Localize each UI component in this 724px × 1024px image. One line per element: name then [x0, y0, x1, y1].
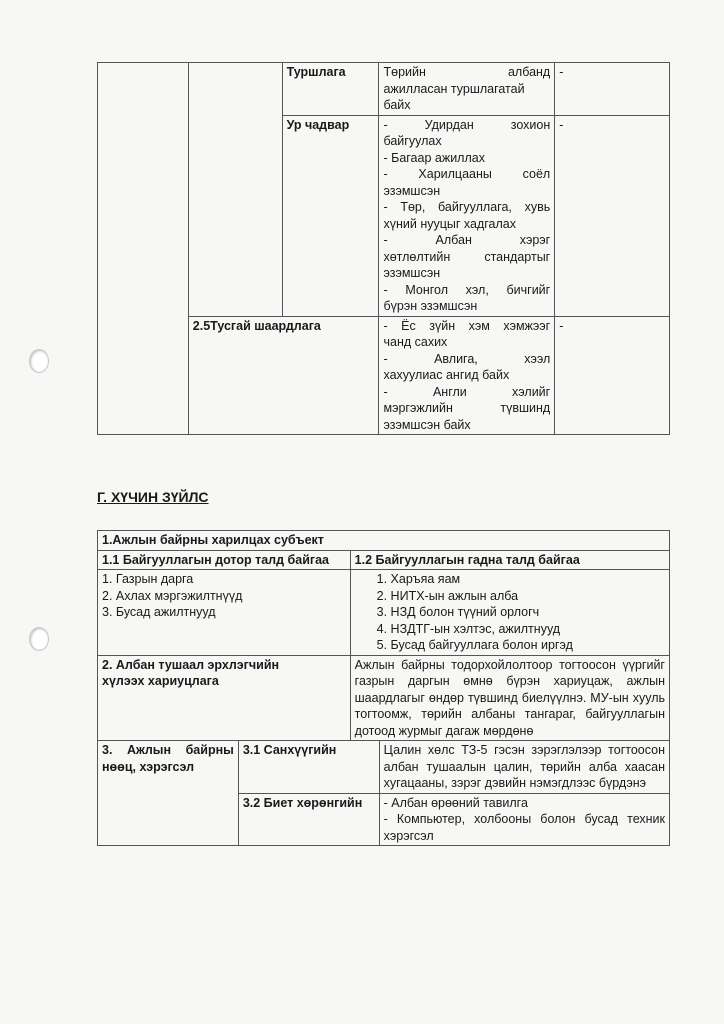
special-requirements-note: - — [555, 316, 670, 435]
table-row — [98, 655, 670, 741]
responsibility-label: 2. Албан тушаал эрхлэгчийн хүлээх хариуцлага — [98, 655, 351, 741]
table-row — [98, 570, 670, 656]
table-row — [98, 741, 670, 794]
list-item: 3. Бусад ажилтнууд — [102, 605, 216, 619]
finance-text: Цалин хөлс ТЗ-5 гэсэн зэрэглэлээр тогтоосон албан тушаалын цалин, төрийн алба хаасан хугацааны, зэрэг дэвийн нэмэгдлээс бүрдэнэ — [379, 741, 669, 794]
requirements-table — [97, 62, 670, 435]
list-item: - Албан өрөөний тавилга — [383, 795, 528, 810]
list-item: - Компьютер, холбооны болон бусад техник хэрэгсэл — [383, 812, 665, 843]
table-row — [98, 531, 670, 551]
experience-label: Туршлага — [282, 63, 379, 116]
skills-note: - — [555, 115, 670, 316]
experience-note: - — [555, 63, 670, 116]
factors-table — [97, 530, 670, 846]
finance-label: 3.1 Санхүүгийн — [238, 741, 379, 794]
list-item: 1. Харъяа яам — [376, 572, 461, 586]
table-row — [98, 550, 670, 570]
physical-assets-text — [379, 793, 669, 846]
list-item: 4. НЗДТГ-ын хэлтэс, ажилтнууд — [376, 621, 561, 636]
internal-contacts-list — [98, 570, 351, 656]
list-item: 3. НЗД болон түүний орлогч — [376, 605, 540, 619]
skills-label: Ур чадвар — [282, 115, 379, 316]
punch-hole-bottom — [29, 627, 49, 651]
skills-text: - Удирдан зохион байгуулах - Багаар ажиллах - Харилцааны соёл эзэмшсэн - Төр, байгууллага, хувь хүний нууцыг хадгалах - Албан хэрэг хөтлөлтийн стандартыг эзэмшсэн - Монгол хэл, бичгийг бүрэн эзэмшсэн — [379, 115, 555, 316]
punch-hole-top — [29, 349, 49, 373]
special-requirements-text: - Ёс зүйн хэм хэмжээг чанд сахих - Авлига, хээл хахуулиас ангид байх - Англи хэлийг мэргэжлийн түвшинд эзэмшсэн байх — [379, 316, 555, 435]
list-item: 2. Ахлах мэргэжилтнүүд — [102, 588, 243, 603]
resources-label: 3. Ажлын байрны нөөц, хэрэгсэл — [98, 741, 239, 846]
blank-cell — [188, 63, 282, 317]
list-item: 2. НИТХ-ын ажлын алба — [376, 588, 519, 603]
special-requirements-label: 2.5Тусгай шаардлага — [188, 316, 379, 435]
list-item: 1. Газрын дарга — [102, 572, 194, 586]
section-title: Г. ХҮЧИН ЗҮЙЛС — [97, 489, 209, 505]
responsibility-text: Ажлын байрны тодорхойлолтоор тогтоосон үүргийг газрын даргын өмнө бүрэн хариуцаж, ажлын шаардлагыг өндөр түвшинд биелүүлнэ. МУ-ын хууль тогтоомж, төрийн албаны тангараг, байгууллагын дотоод журмыг дагаж мөрдөнө — [350, 655, 669, 741]
blank-cell — [98, 63, 189, 435]
internal-contacts-title: 1.1 Байгууллагын дотор талд байгаа — [98, 550, 351, 570]
contacts-header: 1.Ажлын байрны харилцах субъект — [98, 531, 670, 551]
experience-text: Төрийн албанд ажилласан туршлагатай байх — [379, 63, 555, 116]
physical-assets-label: 3.2 Биет хөрөнгийн — [238, 793, 379, 846]
external-contacts-title: 1.2 Байгууллагын гадна талд байгаа — [350, 550, 669, 570]
list-item: 5. Бусад байгууллага болон иргэд — [376, 638, 573, 652]
external-contacts-list — [350, 570, 669, 656]
table-row — [98, 63, 670, 116]
